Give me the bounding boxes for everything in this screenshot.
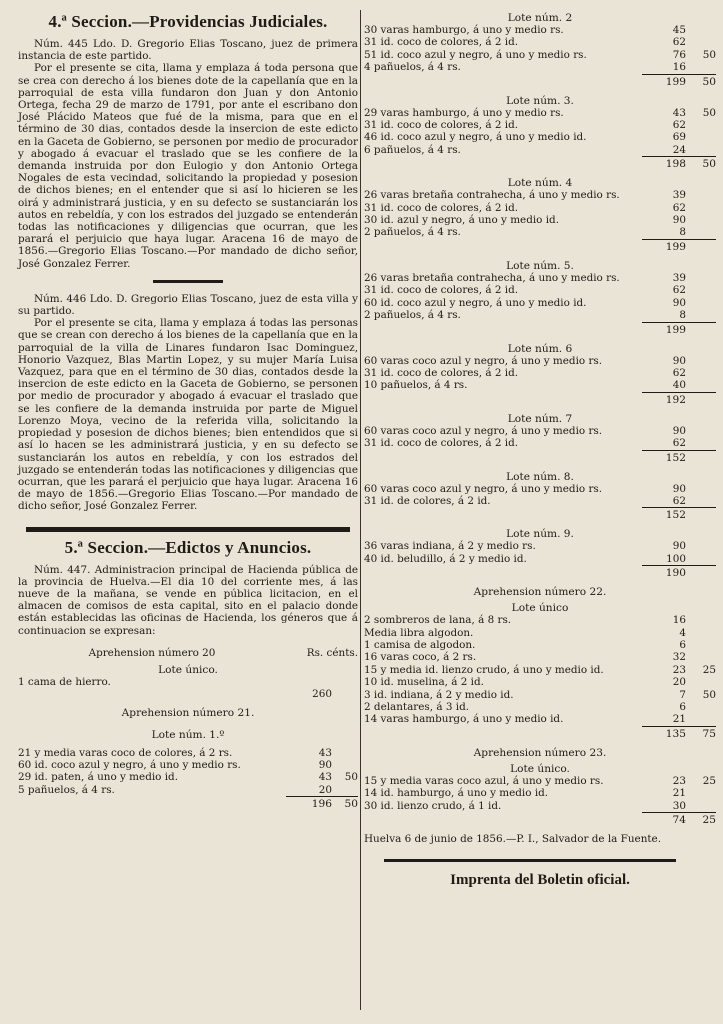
item-description: 60 varas coco azul y negro, á uno y medio rs.	[364, 424, 603, 437]
lote-total	[364, 322, 716, 337]
item-centimos: 50	[702, 106, 716, 119]
aprehension-title: Aprehension número 23.	[473, 746, 607, 759]
total-reales: 198	[642, 156, 686, 171]
item-reales: 100	[666, 552, 686, 565]
lote-total	[364, 565, 716, 580]
item-centimos	[686, 553, 716, 565]
item-reales: 45	[672, 24, 686, 36]
notice-447-body: Núm. 447. Administracion principal de Hacienda pública de la provincia de Huelva.—El dia 10 del corriente mes, á las nueve de la mañana, se vende en pública licitacion, en el almacen de comisos de esta capital, sito en el palacio donde están establecidas las oficinas de Hacienda, los géneros que á continuacion se expresan:	[18, 563, 358, 637]
table-row	[364, 284, 716, 296]
total-centimos: 25	[686, 812, 716, 827]
item-centimos	[686, 297, 716, 309]
notice-445-body: Por el presente se cita, llama y emplaza á toda persona que se crea con derecho á los bienes dote de la capellanía que en la parroquial de esta villa fundaron don Juan y don Antonio Ortega, fecha 29 de marzo de 1791, por ante el escribano don José Plácido Mateos que fué de la misma, para que en el término de 30 dias, contados desde la insercion de este edicto en la Gaceta de Gobierno, se personen por medio de procurador y abogado á evacuar el traslado que se les confiere de la demanda instruida por don Eulogio y don Antonio Ortega Nogales de esta vecindad, solicitando la propiedad y posesion de dichos bienes; en el entender que si así lo hicieren se les oirá y administrará justicia, y en su defecto se sustanciarán los autos en rebeldía, y con los estrados del juzgado se entenderán todas las notificaciones y diligencias que ocurran, que les parará el perjuicio que haya lugar. Aracena 16 de mayo de 1856.—Gregorio Elias Toscano.—Por mandado de dicho señor, José Gonzalez Ferrer.	[18, 62, 358, 270]
item-description: 60 varas coco azul y negro, á uno y medio rs.	[364, 482, 603, 495]
item-description: 30 id. lienzo crudo, á 1 id.	[364, 799, 502, 812]
item-reales: 62	[672, 437, 686, 450]
section-separator	[26, 527, 350, 532]
item-centimos	[686, 36, 716, 48]
table-row: 5 pañuelos, á 4 rs. 20	[18, 783, 332, 796]
lote-total	[364, 74, 716, 89]
item-description: 2 delantares, á 3 id.	[364, 701, 470, 713]
table-row	[364, 713, 716, 725]
table-row	[364, 437, 716, 449]
item-reales: 30	[672, 799, 686, 812]
item-description: 3 id. indiana, á 2 y medio id.	[364, 688, 514, 701]
item-description: 31 id. de colores, á 2 id.	[364, 494, 491, 507]
table-row	[364, 540, 716, 552]
item-reales: 16	[672, 61, 686, 74]
table-row	[364, 131, 716, 143]
total-centimos	[686, 322, 716, 337]
table-row	[364, 787, 716, 799]
item-centimos	[686, 144, 716, 156]
item-reales: 62	[672, 366, 686, 379]
total-reales: 190	[642, 565, 686, 580]
aprehension-20-header	[18, 647, 358, 660]
aprehension-21-title: Aprehension número 21.	[121, 706, 255, 719]
total-spacer	[364, 812, 642, 827]
total-spacer	[364, 565, 642, 580]
item-description: 2 sombreros de lana, á 8 rs.	[364, 614, 512, 627]
item-centimos	[686, 425, 716, 437]
item-reales: 23	[672, 663, 686, 676]
item-reales: 39	[672, 189, 686, 202]
lote-title: Lote núm. 2	[507, 12, 573, 24]
lote-title: Lote núm. 9.	[506, 528, 574, 541]
currency-column-header: Rs. cénts.	[306, 646, 358, 659]
item-centimos	[686, 437, 716, 449]
item-reales: 62	[672, 36, 686, 49]
item-reales: 39	[672, 271, 686, 284]
table-row	[364, 379, 716, 391]
table-row	[364, 775, 716, 787]
table-row	[364, 61, 716, 73]
item-centimos: 50	[702, 48, 716, 61]
item-centimos	[686, 119, 716, 131]
total-centimos: 50	[686, 74, 716, 89]
item-description: 31 id. coco de colores, á 2 id.	[364, 437, 519, 450]
total-centimos	[686, 239, 716, 254]
lote-unico-20: Lote único.	[158, 663, 218, 676]
item-description: 15 y media varas coco azul, á uno y medio rs.	[364, 774, 604, 787]
left-column	[18, 8, 358, 811]
item-description: 10 id. muselina, á 2 id.	[364, 676, 484, 689]
item-reales: 21	[672, 787, 686, 800]
item-description: 16 varas coco, á 2 rs.	[364, 651, 477, 664]
total-reales: 199	[642, 74, 686, 89]
item-reales: 8	[679, 226, 686, 239]
lote-title: Lote único.	[510, 762, 570, 775]
lote-title: Lote núm. 6	[507, 342, 573, 355]
item-description: 15 y media id. lienzo crudo, á uno y medio id.	[364, 663, 604, 676]
table-row	[364, 553, 716, 565]
item-centimos	[686, 483, 716, 495]
item-centimos	[686, 272, 716, 284]
list-item: 1 cama de hierro.	[18, 675, 111, 688]
item-centimos	[686, 131, 716, 143]
imprenta-label: Imprenta del Boletin oficial.	[450, 872, 630, 889]
total-spacer	[364, 74, 642, 89]
notice-446-heading: Núm. 446 Ldo. D. Gregorio Elias Toscano, juez de esta villa y su partido.	[18, 292, 358, 318]
table-row	[364, 226, 716, 238]
table-row	[364, 309, 716, 321]
total-centimos: 50	[686, 156, 716, 171]
item-description: 60 id. coco azul y negro, á uno y medio id.	[364, 296, 587, 309]
table-row	[364, 214, 716, 226]
table-row	[364, 297, 716, 309]
table-row	[364, 202, 716, 214]
footer-signature: Huelva 6 de junio de 1856.—P. I., Salvador de la Fuente.	[364, 833, 662, 846]
item-centimos	[686, 787, 716, 799]
item-centimos	[686, 639, 716, 651]
table-row	[364, 651, 716, 663]
table-row	[364, 676, 716, 688]
short-separator	[153, 280, 223, 283]
item-description: 10 pañuelos, á 4 rs.	[364, 379, 468, 392]
table-row	[364, 36, 716, 48]
item-centimos	[686, 614, 716, 626]
item-reales: 90	[672, 540, 686, 553]
item-description: 36 varas indiana, á 2 y medio rs.	[364, 540, 536, 553]
item-centimos	[686, 540, 716, 552]
table-row: 21 y media varas coco de colores, á 2 rs. 43	[18, 746, 332, 759]
item-reales: 90	[672, 482, 686, 495]
table-row	[364, 800, 716, 812]
item-description: Media libra algodon.	[364, 626, 474, 639]
table-row	[364, 119, 716, 131]
item-description: 30 id. azul y negro, á uno y medio id.	[364, 214, 560, 227]
total-centimos	[686, 450, 716, 465]
item-reales: 62	[672, 284, 686, 297]
item-reales: 69	[672, 131, 686, 144]
item-description: 2 pañuelos, á 4 rs.	[364, 309, 461, 322]
column-divider	[360, 10, 361, 1010]
total-spacer	[364, 156, 642, 171]
item-reales: 43	[672, 106, 686, 119]
total-centimos: 75	[686, 726, 716, 741]
item-reales: 6	[679, 638, 686, 651]
lote-title: Lote núm. 3.	[506, 94, 574, 107]
item-centimos: 25	[702, 663, 716, 676]
table-row	[364, 355, 716, 367]
table-row	[364, 144, 716, 156]
item-description: 40 id. beludillo, á 2 y medio id.	[364, 552, 527, 565]
table-row: 60 id. coco azul y negro, á uno y medio rs. 90	[18, 758, 332, 771]
item-reales: 20	[672, 676, 686, 689]
table-row	[364, 49, 716, 61]
total-spacer	[364, 450, 642, 465]
table-row	[364, 24, 716, 36]
item-centimos	[686, 284, 716, 296]
item-reales: 62	[672, 494, 686, 507]
table-row	[364, 495, 716, 507]
item-centimos	[686, 367, 716, 379]
total-spacer	[364, 726, 642, 741]
aprehension-20-title: Aprehension número 20	[88, 646, 216, 659]
lote-total	[364, 726, 716, 741]
item-centimos: 50	[702, 688, 716, 701]
total-reales: 152	[642, 450, 686, 465]
item-description: 60 varas coco azul y negro, á uno y medio rs.	[364, 354, 603, 367]
item-description: 14 id. hamburgo, á uno y medio id.	[364, 787, 549, 800]
item-centimos	[686, 651, 716, 663]
item-description: 6 pañuelos, á 4 rs.	[364, 143, 461, 156]
item-centimos	[686, 226, 716, 238]
total-reales: 135	[642, 726, 686, 741]
total-spacer	[364, 322, 642, 337]
total-spacer	[364, 507, 642, 522]
table-row	[364, 189, 716, 201]
item-reales: 7	[679, 688, 686, 701]
item-description: 14 varas hamburgo, á uno y medio id.	[364, 713, 564, 726]
item-description: 31 id. coco de colores, á 2 id.	[364, 36, 519, 49]
table-row	[364, 425, 716, 437]
item-reales: 23	[672, 774, 686, 787]
item-reales: 8	[679, 309, 686, 322]
item-reales: 90	[672, 214, 686, 227]
item-description: 26 varas bretaña contrahecha, á uno y medio rs.	[364, 189, 620, 202]
table-row	[364, 107, 716, 119]
lote-title: Lote núm. 8.	[506, 470, 574, 483]
item-description: 31 id. coco de colores, á 2 id.	[364, 201, 519, 214]
total-centimos	[686, 507, 716, 522]
item-centimos	[686, 800, 716, 812]
lote-total	[364, 507, 716, 522]
lote-total: 196 50	[18, 796, 358, 811]
right-column	[364, 8, 716, 889]
item-description: 51 id. coco azul y negro, á uno y medio rs.	[364, 48, 587, 61]
item-reales: 16	[672, 614, 686, 627]
table-row	[364, 627, 716, 639]
item-description: 29 varas hamburgo, á uno y medio rs.	[364, 106, 564, 119]
item-reales: 40	[672, 379, 686, 392]
item-centimos: 25	[702, 774, 716, 787]
section-4-title: 4.ª Seccion.—Providencias Judiciales.	[48, 12, 328, 31]
item-reales: 90	[672, 296, 686, 309]
item-reales: 4	[679, 626, 686, 639]
item-centimos	[686, 61, 716, 73]
item-reales: 32	[672, 651, 686, 664]
list-item-total: 260	[312, 688, 332, 701]
lote-title: Lote único	[511, 602, 569, 615]
table-row	[364, 701, 716, 713]
lote-title: Lote núm. 5.	[506, 259, 574, 272]
total-spacer	[364, 392, 642, 407]
lote-total	[364, 450, 716, 465]
item-centimos	[686, 379, 716, 391]
item-reales: 90	[672, 354, 686, 367]
item-description: 1 camisa de algodon.	[364, 638, 476, 651]
lote-1-title: Lote núm. 1.º	[151, 728, 225, 741]
total-reales: 199	[642, 322, 686, 337]
lote-title: Lote núm. 7	[507, 412, 573, 425]
item-centimos	[686, 701, 716, 713]
item-description: 31 id. coco de colores, á 2 id.	[364, 366, 519, 379]
item-reales: 90	[672, 424, 686, 437]
total-reales: 152	[642, 507, 686, 522]
item-reales: 24	[672, 143, 686, 156]
total-centimos	[686, 565, 716, 580]
item-reales: 76	[672, 48, 686, 61]
lote-total	[364, 812, 716, 827]
item-centimos	[686, 189, 716, 201]
notice-446-body: Por el presente se cita, llama y emplaza á todas las personas que se crean con derecho á los bienes de la capellanía que en la parroquial de la villa de Linares fundaron Isac Dominguez, Honorio Vazquez, Blas Martin Lopez, y su mujer María Luisa Vazquez, para que en el término de 30 dias, contados desde la insercion de este edicto en la Gaceta de Gobierno, se personen por medio de procurador y abogado á evacuar el traslado que se les confiere de la demanda instruida por parte de Miguel Lorenzo Moya, vecino de la referida villa, solicitando la propiedad y posesion de dichos bienes; bien entendidos que si así lo hacen se les administrará justicia, y en su defecto se sustanciarán los autos en rebeldía, y con los estrados del juzgado se entenderán todas las notificaciones y diligencias que ocurran, que les parará el perjuicio que haya lugar. Aracena 16 de mayo de 1856.—Gregorio Elias Toscano.—Por mandado de dicho señor, José Gonzalez Ferrer.	[18, 317, 358, 513]
item-centimos	[686, 627, 716, 639]
total-reales: 192	[642, 392, 686, 407]
item-centimos	[686, 676, 716, 688]
footer-rule	[384, 859, 676, 862]
item-reales: 21	[672, 713, 686, 726]
item-description: 26 varas bretaña contrahecha, á uno y medio rs.	[364, 271, 620, 284]
item-description: 30 varas hamburgo, á uno y medio rs.	[364, 24, 564, 36]
aprehension-title: Aprehension número 22.	[473, 586, 607, 599]
table-row	[364, 639, 716, 651]
table-row	[364, 614, 716, 626]
item-description: 4 pañuelos, á 4 rs.	[364, 61, 461, 74]
lote-total	[364, 239, 716, 254]
item-description: 31 id. coco de colores, á 2 id.	[364, 119, 519, 132]
total-centimos	[686, 392, 716, 407]
table-row: 29 id. paten, á uno y medio id. 43 50	[18, 771, 358, 784]
total-spacer	[364, 239, 642, 254]
item-centimos	[686, 309, 716, 321]
table-row	[364, 367, 716, 379]
item-description: 31 id. coco de colores, á 2 id.	[364, 284, 519, 297]
lote-total	[364, 156, 716, 171]
section-5-title: 5.ª Seccion.—Edictos y Anuncios.	[64, 537, 312, 557]
item-centimos	[686, 24, 716, 36]
notice-445-heading: Núm. 445 Ldo. D. Gregorio Elias Toscano, juez de primera instancia de este partido.	[18, 38, 358, 63]
item-centimos	[686, 713, 716, 725]
item-centimos	[686, 202, 716, 214]
item-reales: 62	[672, 119, 686, 132]
item-centimos	[686, 355, 716, 367]
item-description: 2 pañuelos, á 4 rs.	[364, 226, 461, 239]
table-row	[364, 689, 716, 701]
item-centimos	[686, 495, 716, 507]
lote-title: Lote núm. 4	[507, 177, 573, 190]
item-description: 46 id. coco azul y negro, á uno y medio id.	[364, 131, 587, 144]
lote-total	[364, 392, 716, 407]
total-reales: 74	[642, 812, 686, 827]
table-row	[364, 664, 716, 676]
total-reales: 199	[642, 239, 686, 254]
item-reales: 6	[679, 701, 686, 713]
table-row	[364, 272, 716, 284]
item-centimos	[686, 214, 716, 226]
table-row	[364, 483, 716, 495]
item-reales: 62	[672, 201, 686, 214]
